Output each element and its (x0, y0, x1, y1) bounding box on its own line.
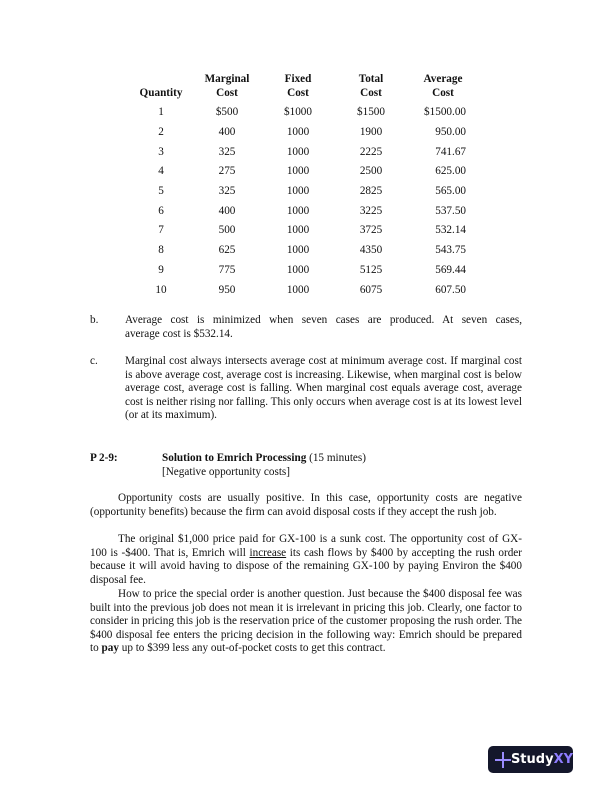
cell-total: 4350 (359, 244, 383, 256)
cell-total: 5125 (359, 264, 383, 276)
cell-fixed: 1000 (286, 244, 310, 256)
cell-marginal: 325 (218, 146, 236, 158)
cell-total: 2825 (359, 185, 383, 197)
cell-fixed: 1000 (286, 185, 310, 197)
cell-quantity: 8 (158, 244, 164, 256)
cell-average: 569.44 (435, 264, 466, 276)
paragraph-2-text-a: The original $1,000 price paid for GX-100 is a sunk cost. The opportunity cost of GX-100 is -$400. That is, Emrich will (90, 533, 522, 559)
item-b-label: b. (90, 314, 99, 326)
cell-total: $1500 (357, 106, 385, 118)
cell-fixed: 1000 (286, 165, 310, 177)
paragraph-3-text-a: How to price the special order is another question. Just because the $400 disposal fee was built into the previous job does not mean it is irrelevant in pricing this job. Clearly, one factor to consider in pricing this job is the reservation price of the customer proposing the rush order. The $400 disposal fee enters the pricing decision in the following way: Emrich should be prepared to (90, 588, 522, 655)
brand-xy: XY (553, 751, 573, 767)
brand-study: Study (510, 751, 554, 767)
problem-time: (15 minutes) (306, 452, 366, 464)
cell-total: 2500 (359, 165, 383, 177)
cell-marginal: 775 (218, 264, 236, 276)
cell-fixed: 1000 (286, 264, 310, 276)
header-line1: Marginal (204, 73, 250, 85)
paragraph-3-bold: pay (101, 642, 119, 655)
cell-total: 1900 (359, 126, 383, 138)
cell-fixed: 1000 (286, 126, 310, 138)
cell-fixed: 1000 (286, 224, 310, 236)
cell-average: 565.00 (435, 185, 466, 197)
header-line2: Quantity (139, 86, 183, 99)
cell-fixed: $1000 (284, 106, 312, 118)
problem-number: P 2-9: (90, 452, 118, 464)
cell-average: 537.50 (435, 205, 466, 217)
cell-average: 543.75 (435, 244, 466, 256)
cell-marginal: 625 (218, 244, 236, 256)
cell-fixed: 1000 (286, 205, 310, 217)
item-c-text: Marginal cost always intersects average cost at minimum average cost. If marginal cost is above average cost, average cost is increasing. Likewise, when marginal cost is below average cost, average cost is falling. When marginal cost equals average cost, average cost is neither rising nor falling. This only occurs when average cost is at its lowest level (or at its maximum). (125, 355, 522, 422)
item-b-text (125, 314, 522, 341)
cell-average: $1500.00 (424, 106, 466, 118)
cell-marginal: 400 (218, 205, 236, 217)
cell-total: 3725 (359, 224, 383, 236)
cell-average: 532.14 (435, 224, 466, 236)
paragraph-2-text-b: its cash flows by $400 by accepting the rush order because it will avoid having to dispose of the remaining GX-100 by paying Environ the $400 disposal fee. (90, 546, 522, 586)
cell-average: 950.00 (435, 126, 466, 138)
header-line1: Average (423, 73, 463, 85)
cell-marginal: $500 (215, 106, 239, 118)
cell-total: 3225 (359, 205, 383, 217)
paragraph-1-text: Opportunity costs are usually positive. In this case, opportunity costs are negative (opportunity benefits) because the firm can avoid disposal costs if they accept the rush job. (90, 492, 522, 518)
header-line2: Cost (216, 86, 238, 99)
cost-table-body (0, 0, 612, 320)
paragraph-2-underlined: increase (249, 546, 287, 559)
paragraph-3-text-b: up to $399 less any out-of-pocket costs to get this contract. (118, 642, 386, 655)
paragraph-2 (90, 533, 522, 587)
item-c-label: c. (90, 355, 98, 367)
problem-heading (162, 452, 366, 466)
studyxy-badge[interactable] (488, 746, 573, 773)
cell-total: 6075 (359, 284, 383, 296)
cell-quantity: 7 (158, 224, 164, 236)
cell-quantity: 10 (155, 284, 167, 296)
problem-title: Solution to Emrich Processing (162, 452, 307, 464)
cell-marginal: 500 (218, 224, 236, 236)
cell-average: 625.00 (435, 165, 466, 177)
cell-marginal: 950 (218, 284, 236, 296)
cell-marginal: 400 (218, 126, 236, 138)
paragraph-1 (90, 492, 522, 519)
cell-quantity: 6 (158, 205, 164, 217)
header-line2: Cost (360, 86, 382, 99)
cell-quantity: 4 (158, 165, 164, 177)
cell-quantity: 3 (158, 146, 164, 158)
problem-subtitle: [Negative opportunity costs] (162, 466, 291, 478)
cell-fixed: 1000 (286, 284, 310, 296)
header-line1: Fixed (284, 73, 312, 85)
cell-fixed: 1000 (286, 146, 310, 158)
paragraph-3 (90, 588, 522, 656)
cell-marginal: 275 (218, 165, 236, 177)
cell-quantity: 5 (158, 185, 164, 197)
cell-average: 741.67 (435, 146, 466, 158)
item-b-line1: Average cost is minimized when seven cases are produced. At seven cases, (125, 314, 522, 326)
cell-total: 2225 (359, 146, 383, 158)
item-b-line2: average cost is $532.14. (125, 327, 233, 340)
cell-marginal: 325 (218, 185, 236, 197)
cell-quantity: 2 (158, 126, 164, 138)
header-line1: Total (358, 73, 384, 85)
plus-icon (494, 751, 506, 769)
cell-average: 607.50 (435, 284, 466, 296)
cell-quantity: 9 (158, 264, 164, 276)
cell-quantity: 1 (158, 106, 164, 118)
header-line2: Cost (287, 86, 309, 99)
header-line2: Cost (432, 86, 454, 99)
